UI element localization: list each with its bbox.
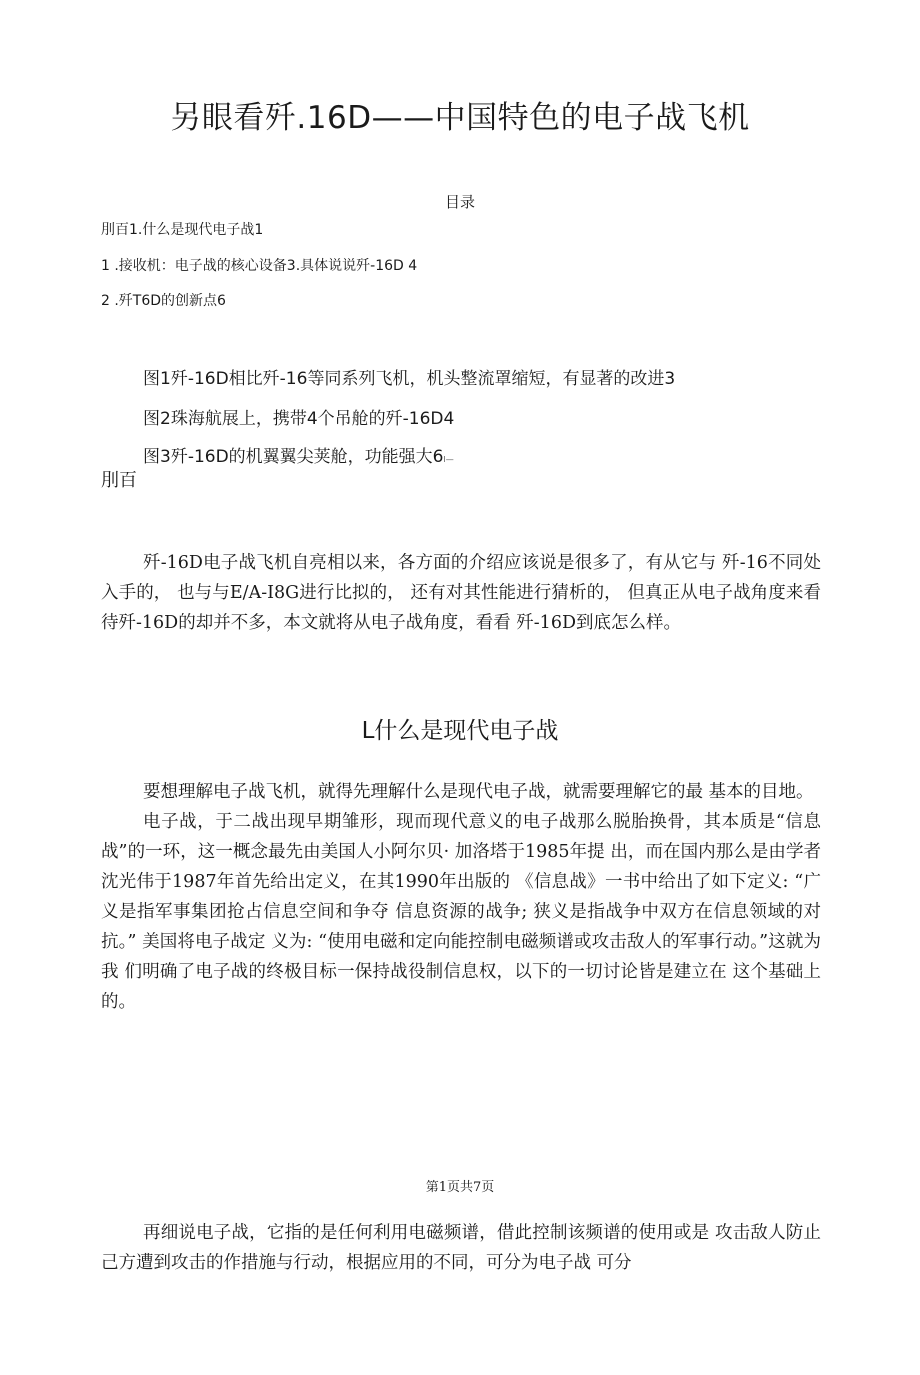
document-title: 另眼看歼.16D——中国特色的电子战飞机 <box>170 100 750 136</box>
toc-line: 刖百1.什么是现代电子战1 <box>101 222 264 238</box>
continuation-text: 再细说电子战，它指的是任何利用电磁频谱，借此控制该频谱的使用或是 攻击敌人防止己方遭到攻击的作措施与行动，根据应用的不同，可分为电子战 可分 <box>101 1223 821 1273</box>
section-paragraph: 电子战，于二战出现早期雏形，现而现代意义的电子战那么脱胎换骨，其本质是“信息战”的一环，这一概念最先由美国人小阿尔贝· 加洛塔于1985年提 出，而在国内那么是由学者沈光伟于1987年首先给出定义，在其1990年出版的 《信息战》一书中给出了如下定义: “广义是指军事集团抢占信息空间和争夺 信息资源的战争; 狭义是指战争中双方在信息领域的对抗。” 美国将电子战定 义为: “使用电磁和定向能控制电磁频谱或攻击敌人的军事行动。”这就为我 们明确了电子战的终极目标一保持战役制信息权，以下的一切讨论皆是建立在 这个基础上的。 <box>101 812 821 1012</box>
preface-label: 刖百 <box>101 470 137 491</box>
toc-heading: 目录 <box>444 193 475 211</box>
figure-caption-entry: 图1歼-16D相比歼-16等同系列飞机，机头整流罩缩短，有显著的改进3 <box>143 369 676 389</box>
page-footer: 第1页共7页 <box>425 1180 495 1195</box>
figure-caption-text: 图3歼-16D的机翼翼尖荚舱，功能强大6 <box>143 447 444 467</box>
intro-text: 歼-16D电子战飞机自亮相以来，各方面的介绍应该说是很多了，有从它与 歼-16不同处入手的， 也与与E/A-I8G进行比拟的， 还有对其性能进行猜析的， 但真正从电子战角度来看待歼-16D的却并不多，本文就将从电子战角度，看看 歼-16D到底怎么样。 <box>101 553 821 633</box>
continuation-paragraph <box>101 1218 821 1278</box>
toc-line: 1 .接收机：电子战的核心设备3.具体说说歼-16D 4 <box>101 258 418 274</box>
figure-caption-entry: 图2珠海航展上，携带4个吊舱的歼-16D4 <box>143 409 455 429</box>
section-heading: L什么是现代电子战 <box>361 718 559 744</box>
intro-paragraph <box>101 548 821 638</box>
toc-line: 2 .歼T6D的创新点6 <box>101 293 226 309</box>
figure-caption-entry <box>143 442 454 467</box>
figure-mark: l— <box>443 455 454 464</box>
section-body <box>101 777 821 1017</box>
section-paragraph: 要想理解电子战飞机，就得先理解什么是现代电子战，就需要理解它的最 基本的目地。 <box>143 782 814 802</box>
